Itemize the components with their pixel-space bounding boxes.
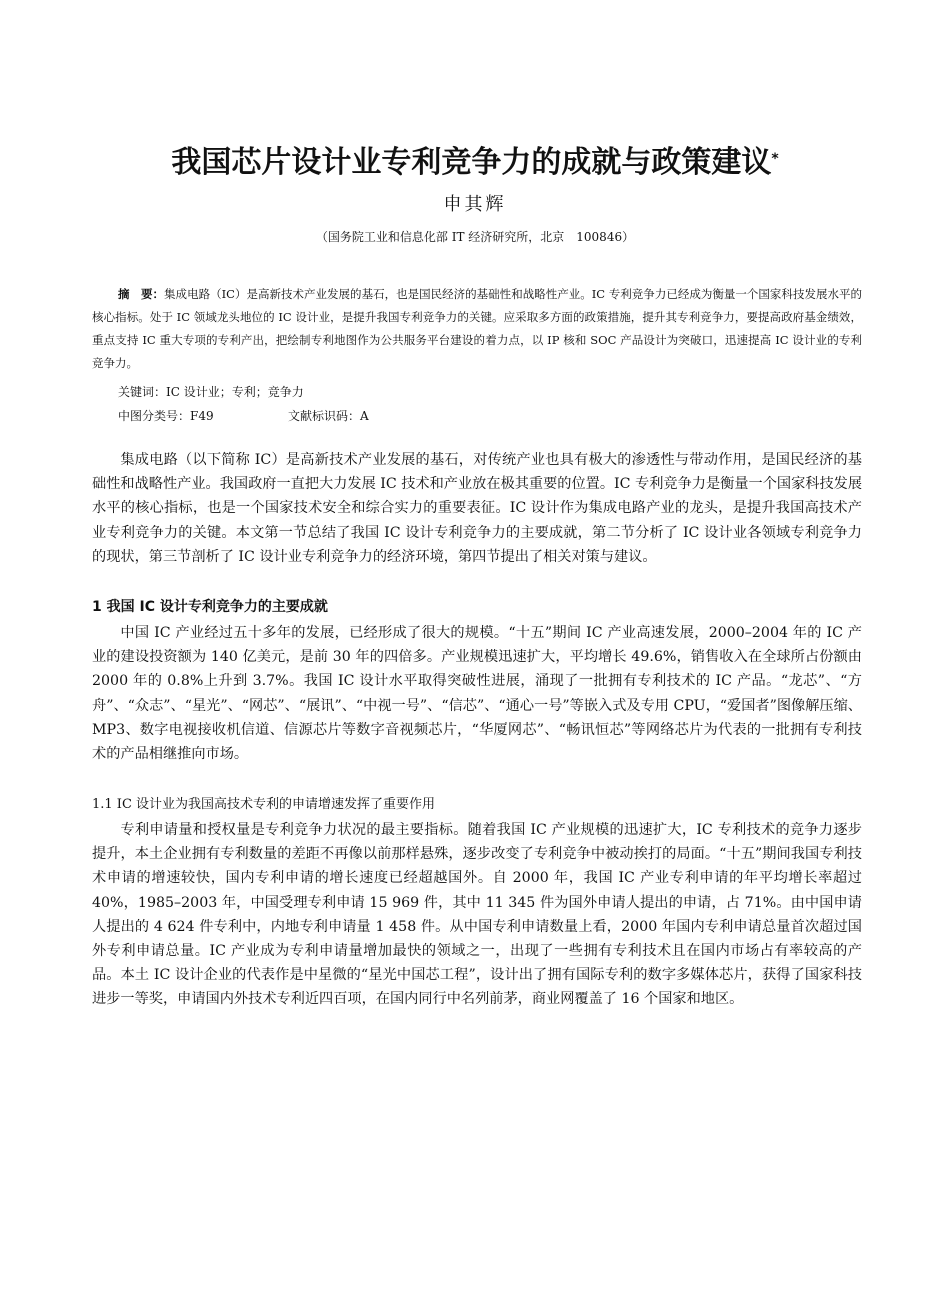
- section-1-paragraph: 中国 IC 产业经过五十多年的发展，已经形成了很大的规模。“十五”期间 IC 产业高速发展，2000–2004 年的 IC 产业的建设投资额为 140 亿美元，是前 30 年的四倍多。产业规模迅速扩大，平均增长 49.6%，销售收入在全球所占份额由 2000 年的 0.8%上升到 3.7%。我国 IC 设计水平取得突破性进展，涌现了一批拥有专利技术的 IC 产品。“龙芯”、“方舟”、“众志”、“星光”、“网芯”、“展讯”、“中视一号”、“信芯”、“通心一号”等嵌入式及专用 CPU，“爱国者”图像解压缩、MP3、数字电视接收机信道、信源芯片等数字音视频芯片，“华厦网芯”、“畅讯恒芯”等网络芯片为代表的一批拥有专利技术的产品相继推向市场。: [92, 625, 862, 763]
- abstract: [92, 283, 862, 375]
- classification-line: [118, 406, 369, 426]
- paper-title: [0, 143, 950, 183]
- section-1-1-heading: 1.1 IC 设计业为我国高技术专利的申请增速发挥了重要作用: [92, 797, 436, 812]
- keywords-label: 关键词：: [118, 385, 167, 399]
- document-code-label: 文献标识码：: [288, 409, 361, 423]
- document-code-value: A: [360, 409, 369, 423]
- title-text: 我国芯片设计业专利竞争力的成就与政策建议: [171, 145, 772, 180]
- section-1-body: [92, 621, 862, 766]
- document-code: [288, 406, 369, 426]
- section-1-1-paragraph: 专利申请量和授权量是专利竞争力状况的最主要指标。随着我国 IC 产业规模的迅速扩大，IC 专利技术的竞争力逐步提升，本土企业拥有专利数量的差距不再像以前那样悬殊，逐步改变了专利竞争中被动挨打的局面。“十五”期间我国专利技术申请的增速较快，国内专利申请的增长速度已经超越国外。自 2000 年，我国 IC 产业专利申请的年平均增长率超过 40%，1985–2003 年，中国受理专利申请 15 969 件，其中 11 345 件为国外申请人提出的申请，占 71%。由中国申请人提出的 4 624 件专利中，内地专利申请量 1 458 件。从中国专利申请数量上看，2000 年国内专利申请总量首次超过国外专利申请总量。IC 产业成为专利申请量增加最快的领域之一，出现了一些拥有专利技术且在国内市场占有率较高的产品。本土 IC 设计企业的代表作是中星微的“星光中国芯工程”，设计出了拥有国际专利的数字多媒体芯片，获得了国家科技进步一等奖，申请国内外技术专利近四百项，在国内同行中名列前茅，商业网覆盖了 16 个国家和地区。: [92, 822, 862, 1008]
- author-affiliation: （国务院工业和信息化部 IT 经济研究所，北京 100846）: [315, 230, 635, 244]
- classification-label: 中图分类号：: [118, 409, 191, 423]
- keywords-text: IC 设计业；专利；竞争力: [166, 385, 304, 399]
- section-1-1-body: [92, 818, 862, 1012]
- title-footnote-mark: *: [771, 151, 779, 167]
- section-1-heading: 1 我国 IC 设计专利竞争力的主要成就: [92, 599, 328, 615]
- abstract-label: 摘 要：: [118, 287, 165, 301]
- classification-value: F49: [190, 409, 214, 423]
- abstract-text: 集成电路（IC）是高新技术产业发展的基石，也是国民经济的基础性和战略性产业。IC 专利竞争力已经成为衡量一个国家科技发展水平的核心指标。处于 IC 领域龙头地位的 IC 设计业，是提升我国专利竞争力的关键。应采取多方面的政策措施，提升其专利竞争力，要提高政府基金绩效，重点支持 IC 重大专项的专利产出，把绘制专利地图作为公共服务平台建设的着力点，以 IP 核和 SOC 产品设计为突破口，迅速提高 IC 设计业的专利竞争力。: [92, 287, 862, 370]
- author-name: 申其辉: [443, 194, 507, 215]
- keywords-line: [118, 382, 304, 402]
- intro-paragraph: 集成电路（以下简称 IC）是高新技术产业发展的基石，对传统产业也具有极大的渗透性与带动作用，是国民经济的基础性和战略性产业。我国政府一直把大力发展 IC 技术和产业放在极其重要的位置。IC 专利竞争力是衡量一个国家科技发展水平的核心指标，也是一个国家技术安全和综合实力的重要表征。IC 设计作为集成电路产业的龙头，是提升我国高技术产业专利竞争力的关键。本文第一节总结了我国 IC 设计专利竞争力的主要成就，第二节分析了 IC 设计业各领域专利竞争力的现状，第三节剖析了 IC 设计业专利竞争力的经济环境，第四节提出了相关对策与建议。: [92, 452, 863, 565]
- intro-section: [92, 448, 862, 569]
